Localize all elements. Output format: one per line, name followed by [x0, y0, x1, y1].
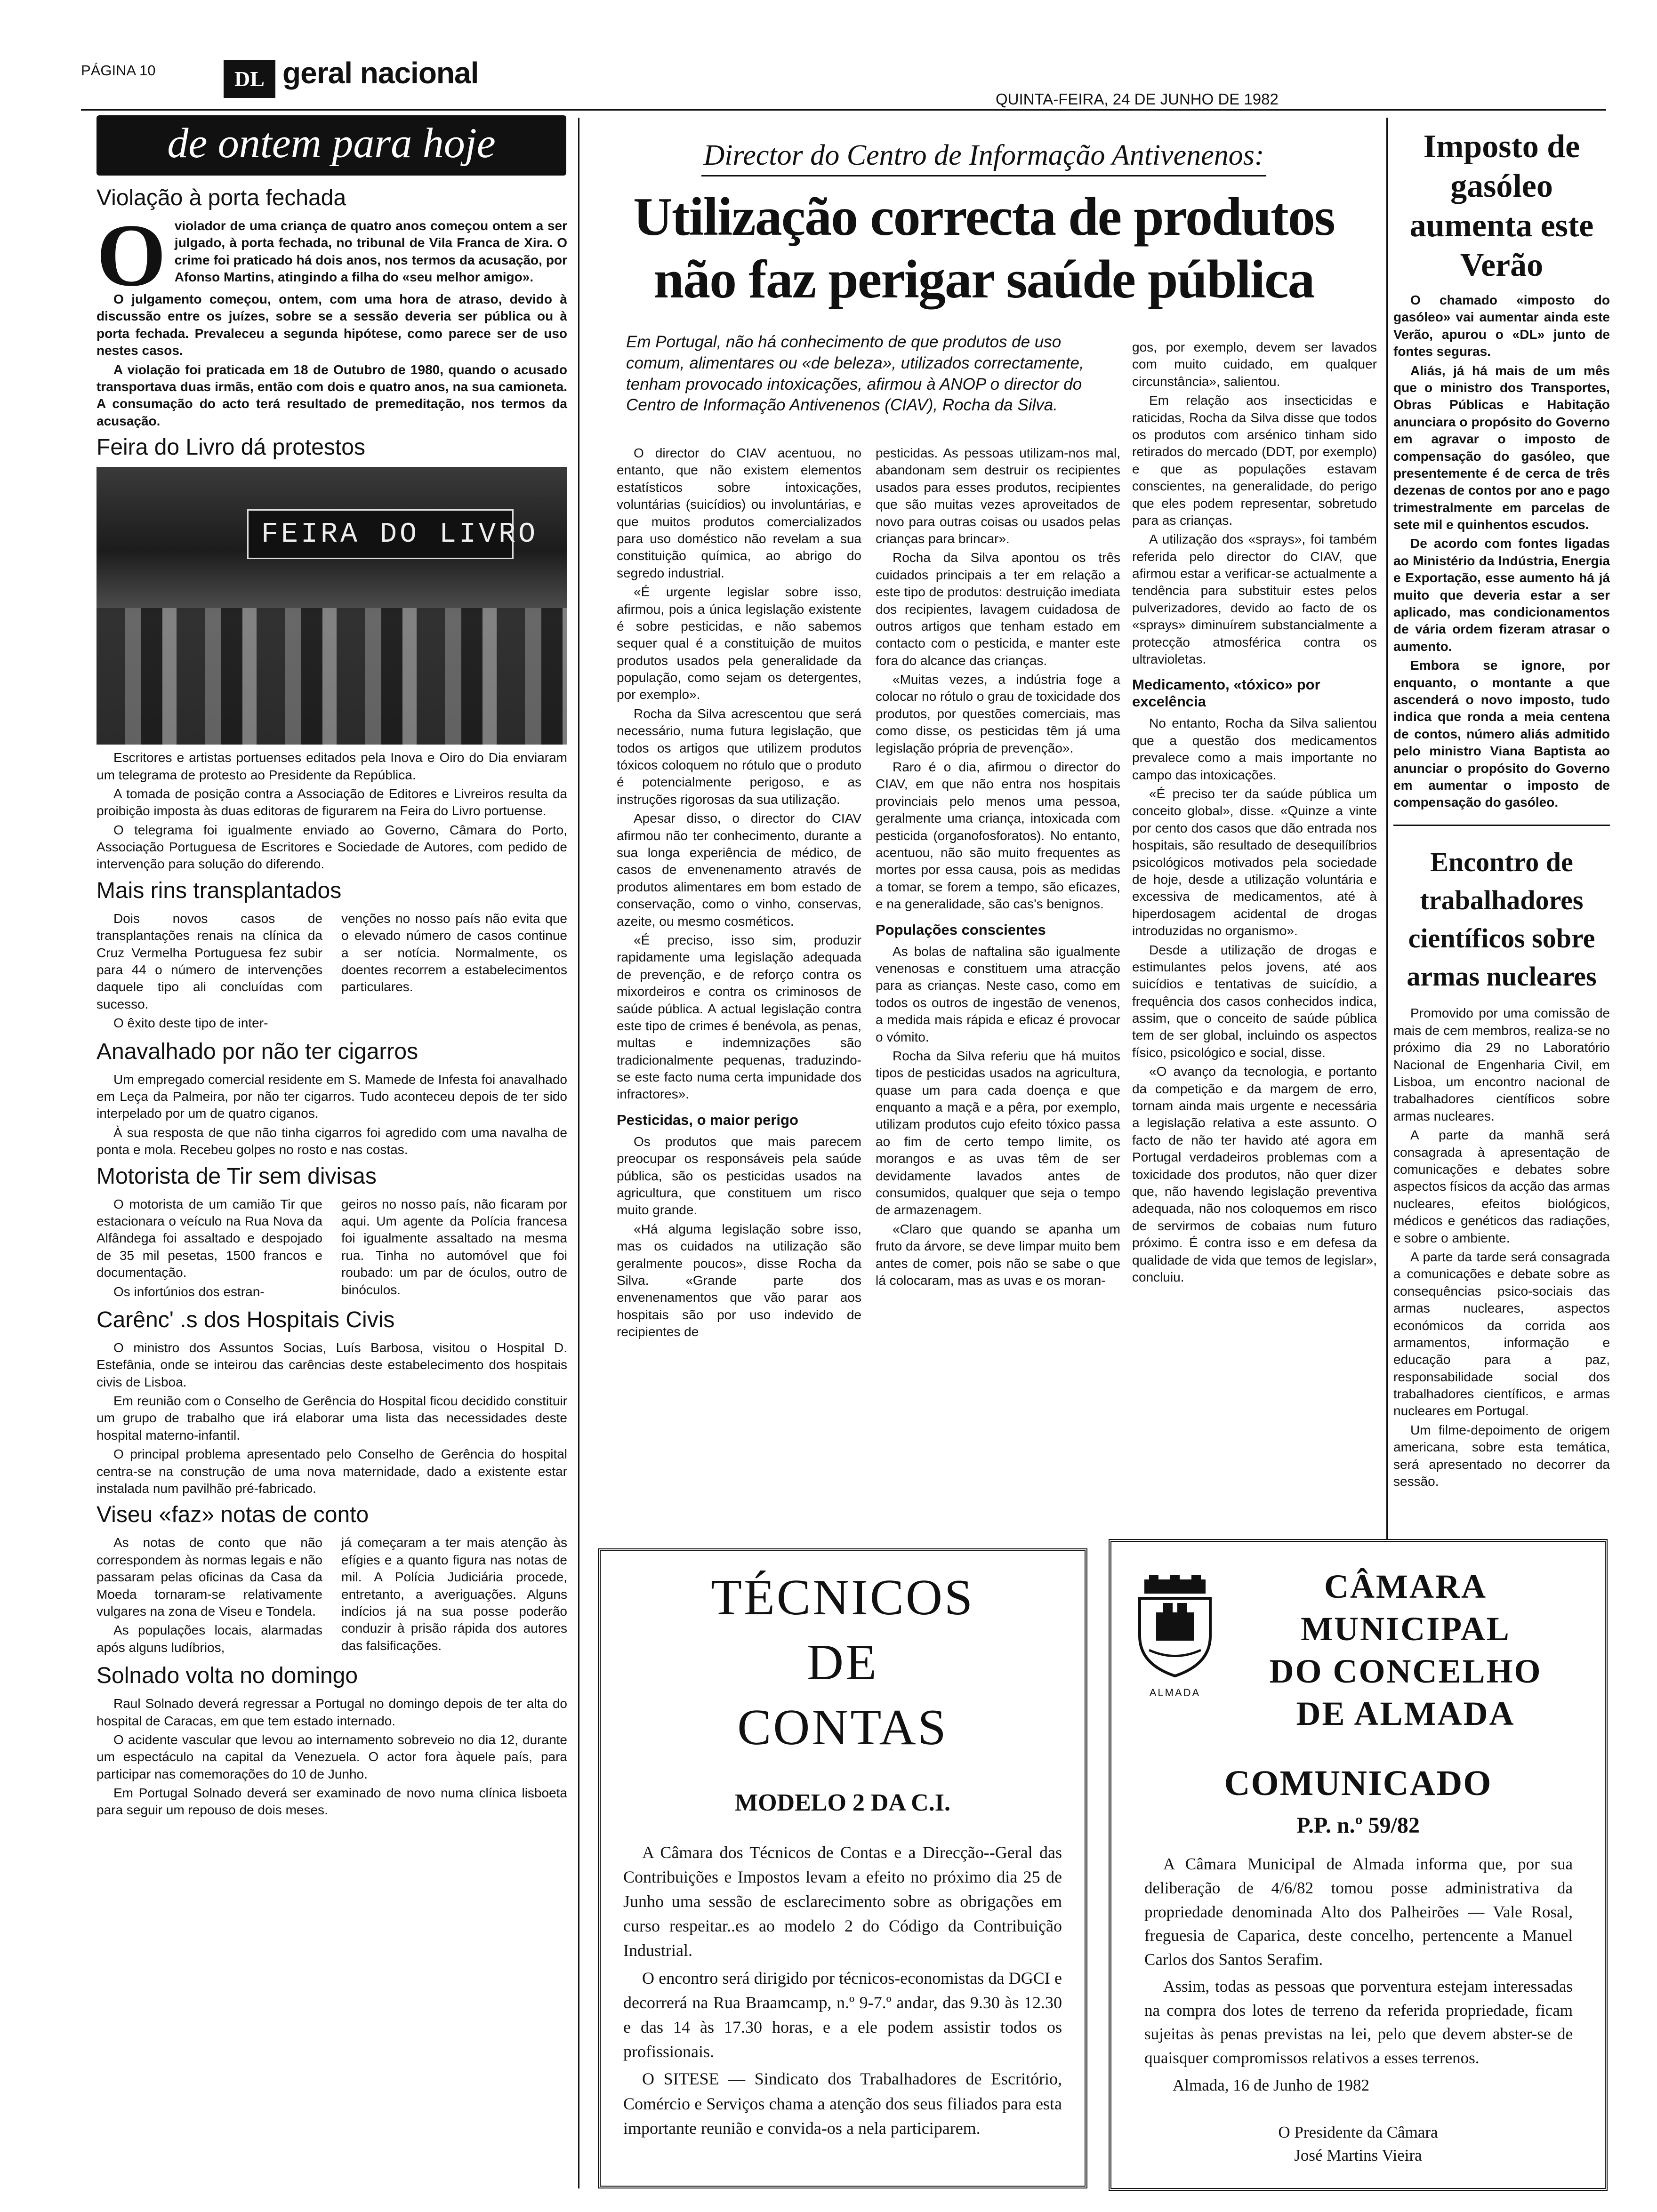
- paragraph: Raro é o dia, afirmou o director do CIAV, em que não entra nos hospitais provinciais pelo menos uma pessoa, geralmente uma criança, intoxicada com pesticida (organofosforatos). No entanto, acentuou, não são muito frequentes as mortes por essa causa, pois as medidas a tomar, se forem a tempo, são eficazes, e na generalidade, são cas's benignos.: [876, 760, 1120, 912]
- article-body: [97, 1339, 567, 1498]
- article-body: [97, 910, 567, 1034]
- municipal-crest: [1130, 1575, 1220, 1683]
- paragraph: «É preciso ter da saúde pública um conceito global», disse. «Quinze a vinte por cento dos casos que dão entrada nos hospitais, são resultado de desequilíbrios psicológicos motivados pela sociedade de hoje, desde a utilização voluntária e excessiva de medicamentos, até à hiperdosagem acidental de drogas introduzidas no organismo».: [1132, 786, 1377, 938]
- paragraph: De acordo com fontes ligadas ao Ministério da Indústria, Energia e Exportação, esse aumento há já muito que deveria estar a ser aplicado, mas condicionamentos de vária ordem fizeram atrasar o aumento.: [1393, 536, 1610, 654]
- paragraph: A parte da manhã será consagrada à apresentação de comunicações e debates sobre aspectos físicos da acção das armas nucleares, efeitos biológicos, médicos e genéticos das radiações, e sobre o ambiente.: [1393, 1128, 1610, 1245]
- article-title: Violação à porta fechada: [97, 185, 346, 210]
- paragraph: «Claro que quando se apanha um fruto da árvore, se deve limpar muito bem antes de comer, pois não se sabe o que lá colocaram, mas as uvas e os moran-: [876, 1221, 1120, 1288]
- paragraph: A utilização dos «sprays», foi também referida pelo director do CIAV, que afirmou estar a verificar-se actualmente a tendência para substituir estes pelos pulverizadores, devido ao facto de os «sprays» diminuírem substancialmente a protecção atmosférica contra os ultravioletas.: [1132, 532, 1377, 667]
- paragraph: Embora se ignore, por enquanto, o montante a que ascenderá o novo imposto, tudo indica que ronda a meia centena de contos, número aliás admitido pelo ministro Viana Baptista ao anunciar o propósito do Governo em aumentar o imposto de compensação do gasóleo.: [1393, 658, 1610, 810]
- paragraph: Um empregado comercial residente em S. Mamede de Infesta foi anavalhado em Leça da Palmeira, por não ter cigarros. Tudo aconteceu depois de ter sido interpelado por um de quatro ciganos.: [97, 1072, 567, 1121]
- article-column-3: [1132, 339, 1377, 1288]
- drop-cap: O: [97, 217, 166, 291]
- paragraph: À sua resposta de que não tinha cigarros foi agredido com uma navalha de ponta e mola. Recebeu golpes no rosto e nas costas.: [97, 1125, 567, 1157]
- ad-tecnicos-de-contas: [598, 1548, 1087, 2188]
- paragraph: O SITESE — Sindicato dos Trabalhadores de Escritório, Comércio e Serviços chama a atenção dos seus filiados para esta importante reunião e convida-os a nela participarem.: [623, 2069, 1062, 2138]
- paragraph: «É urgente legislar sobre isso, afirmou, pois a única legislação existente é sobre pesticidas, e não sabemos sequer qual é a constituição de muitos produtos usados pela generalidade da população, como sejam os detergentes, por exemplo».: [617, 585, 861, 702]
- news-photo: [97, 467, 567, 745]
- paragraph: Aliás, já há mais de um mês que o ministro dos Transportes, Obras Públicas e Habitação anunciara o propósito do Governo em agravar o imposto de compensação do gasóleo, que presentemente é de cerca de três dezenas de contos por ano e pago trimestralmente em parcelas de sete mil e quinhentos escudos.: [1393, 363, 1610, 532]
- paragraph: «O avanço da tecnologia, e portanto da competição e da margem de erro, tornam ainda mais urgente e necessária a legislação relativa a este assunto. O facto de não ter havido até agora em Portugal verdadeiros problemas com a toxicidade dos produtos, não quer dizer que, não havendo legislação preventiva adequada, não nos coloquemos em risco de servirmos de cobaias num futuro próximo. É contra isso e em defesa da qualidade de vida que temos de legislar», concluiu.: [1132, 1064, 1377, 1284]
- paragraph: violador de uma criança de quatro anos começou ontem a ser julgado, à porta fechada, no tribunal de Vila Franca de Xira. O crime foi praticado há dois anos, nos termos da acusação, por Afonso Martins, atingindo a filha do «seu melhor amigo».: [174, 218, 567, 285]
- paragraph: Promovido por uma comissão de mais de cem membros, realiza-se no próximo dia 29 no Laboratório Nacional de Engenharia Civil, em Lisboa, um encontro nacional de trabalhadores científicos sobre armas nucleares.: [1393, 1006, 1610, 1123]
- paragraph: «Muitas vezes, a indústria foge a colocar no rótulo o grau de toxicidade dos produtos, por questões comerciais, mas como disse, os pesticidas têm já uma legislação própria de prevenção».: [876, 672, 1120, 755]
- ad-subtitle: COMUNICADO: [1224, 1763, 1492, 1803]
- paragraph: Apesar disso, o director do CIAV afirmou não ter conhecimento, durante a sua longa experiência de médico, de casos de envenenamento através de produtos alimentares em bom estado de conservação, como o vinho, conservas, azeite, ou mesmo cosméticos.: [617, 811, 861, 929]
- paragraph: O telegrama foi igualmente enviado ao Governo, Câmara do Porto, Associação Portuguesa de Escritores e Sociedade de Autores, com pedido de intervenção para solução do diferendo.: [97, 822, 567, 872]
- paragraph: A Câmara dos Técnicos de Contas e a Direcção--Geral das Contribuições e Impostos levam a efeito no próximo dia 25 de Junho uma sessão de esclarecimento sobre as obrigações em curso respeitar..es ao modelo 2 do Código da Contribuição Industrial.: [623, 1843, 1062, 1960]
- article-title: Imposto de gasóleo aumenta este Verão: [1409, 128, 1594, 283]
- main-article: [595, 115, 1372, 312]
- article-lede: Em Portugal, não há conhecimento de que produtos de uso comum, alimentares ou «de beleza», utilizados correctamente, tenham provocado intoxicações, afirmou à ANOP o director do Centro de Informação Antivenenos (CIAV), Rocha da Silva.: [626, 333, 1084, 415]
- article-subhead: Medicamento, «tóxico» por excelência: [1132, 676, 1320, 710]
- ad-camara-almada: [1109, 1539, 1608, 2191]
- paragraph: «Há alguma legislação sobre isso, mas os cuidados na utilização são geralmente poucos», disse Rocha da Silva. «Grande parte dos envenenamentos que vão parar aos hospitais são por uso indevido de recipientes de: [617, 1221, 861, 1339]
- paragraph: Dois novos casos de transplantações renais na clínica da Cruz Vermelha Portuguesa fez subir para 44 o número de intervenções daquele tipo ali concluídas com sucesso.: [97, 911, 322, 1011]
- paragraph: Os infortúnios dos estran-: [113, 1284, 265, 1299]
- page-header: [0, 0, 1657, 108]
- article-subhead: Pesticidas, o maior perigo: [617, 1111, 798, 1128]
- article-title: Carênc' .s dos Hospitais Civis: [97, 1307, 395, 1332]
- ad-subtitle: MODELO 2 DA C.I.: [735, 1789, 950, 1816]
- paragraph: O acidente vascular que levou ao internamento sobreveio no dia 12, durante um espectáculo na capital da Venezuela. O actor fora àquele país, para participar nas comemorações do 10 de Junho.: [97, 1732, 567, 1781]
- paragraph: Raul Solnado deverá regressar a Portugal no domingo depois de ter alta do hospital de Caracas, em que tem estado internado.: [97, 1696, 567, 1728]
- article-headline: [595, 186, 1372, 312]
- headline-line: Utilização correcta de produtos: [633, 187, 1335, 247]
- ad-title-line: DO CONCELHO: [1269, 1652, 1542, 1690]
- paragraph: O ministro dos Assuntos Socias, Luís Barbosa, visitou o Hospital D. Estefânia, onde se inteirou das carências deste estabelecimento dos hospitais civis de Lisboa.: [97, 1340, 567, 1389]
- paragraph: A violação foi praticada em 18 de Outubro de 1980, quando o acusado transportava duas irmãs, então com dois e quatro anos, na sua camioneta. A consumação do acto terá resultado de premeditação, nos termos da acusação.: [97, 362, 567, 428]
- paragraph: Os produtos que mais parecem preocupar os responsáveis pela saúde pública, são os pesticidas usados na agricultura, que constituem um risco muito grande.: [617, 1134, 861, 1218]
- signature-title: O Presidente da Câmara: [1278, 2123, 1438, 2141]
- article-body: [97, 1071, 567, 1159]
- column-rule: [1386, 118, 1388, 1539]
- article-title: Motorista de Tir sem divisas: [97, 1163, 377, 1189]
- divider: [1393, 825, 1610, 826]
- paragraph: Um filme-depoimento de origem americana, sobre esta temática, será apresentado no decorrer da sessão.: [1393, 1422, 1610, 1489]
- paragraph: As bolas de naftalina são igualmente venenosas e constituem uma atracção para as crianças. Neste caso, como em todos os outros de ingestão de venenos, a medida mais rápida e eficaz é provocar o vómito.: [876, 944, 1120, 1044]
- paragraph: Em Portugal Solnado deverá ser examinado de novo numa clínica lisboeta para seguir um repouso de dois meses.: [97, 1786, 567, 1818]
- signature-name: José Martins Vieira: [1294, 2146, 1422, 2164]
- article-title: Viseu «faz» notas de conto: [97, 1502, 369, 1528]
- paragraph: geiros no nosso país, não ficaram por aqui. Um agente da Polícia francesa foi igualmente assaltado na mesma rua. Tinha no automóvel que foi roubado: um par de óculos, outro de binóculos.: [341, 1196, 567, 1297]
- paragraph: «É preciso, isso sim, produzir rapidamente uma legislação adequada de prevenção, e de reforço contra os mixordeiros e contra os criminosos de saúde pública. A actual legislação contra este tipo de crimes é benévola, as penas, multas e indemnizações são tradicionalmente pequenas, traduzindo-se este facto numa certa impunidade dos infractores».: [617, 932, 861, 1102]
- paragraph: venções no nosso país não evita que o elevado número de casos continue a ser notícia. Normalmente, os doentes recorrem a estabelecimentos particulares.: [341, 911, 567, 994]
- paragraph: Em relação aos insecticidas e raticidas, Rocha da Silva disse que todos os produtos com arsénico tinham sido retirados do mercado (DDT, por exemplo) e que as populações estavam conscientes, na generalidade, do perigo que eles podem representar, sobretudo para as crianças.: [1132, 393, 1377, 528]
- article-kicker: Director do Centro de Informação Antivenenos:: [701, 139, 1266, 176]
- page-date: QUINTA-FEIRA, 24 DE JUNHO DE 1982: [996, 90, 1279, 108]
- paragraph: No entanto, Rocha da Silva salientou que a questão dos medicamentos prevalece como a mais importante no campo das intoxicações.: [1132, 716, 1377, 782]
- crest-label: ALMADA: [1149, 1687, 1201, 1699]
- paragraph: As notas de conto que não correspondem às normas legais e não passaram pelas oficinas da Casa da Moeda tornaram-se relativamente vulgares na zona de Viseu e Tondela.: [97, 1535, 322, 1619]
- article-body: [97, 749, 567, 873]
- ad-title-line: DE ALMADA: [1296, 1695, 1515, 1732]
- article-body: [97, 217, 567, 430]
- ad-title: [1220, 1565, 1592, 1735]
- article-title: Solnado volta no domingo: [97, 1663, 358, 1689]
- header-rule: [81, 109, 1606, 111]
- paragraph: O director do CIAV acentuou, no entanto, que não existem elementos estatísticos sobre intoxicações, voluntárias (suicídios) ou involuntárias, e que muitos produtos comercializados para uso doméstico não revelam a sua constituição química, ao abrigo do segredo industrial.: [617, 446, 861, 580]
- paragraph: A parte da tarde será consagrada a comunicações e debate sobre as consequências psico-sociais das armas nucleares, aspectos económicos da corrida aos armamentos, informação e educação para a paz, responsabilidade social dos trabalhadores científicos, e armas nucleares em Portugal.: [1393, 1249, 1610, 1419]
- ad-title-line: CONTAS: [737, 1699, 948, 1756]
- paragraph: O encontro será dirigido por técnicos-economistas da DGCI e decorrerá na Rua Braamcamp, n.º 9-7.º andar, das 9.30 às 12.30 e das 14 às 17.30 horas, e a ele podem assistir todos os profissionais.: [623, 1968, 1062, 2061]
- article-column-2: [876, 445, 1120, 1291]
- article-body: [97, 1695, 567, 1819]
- paragraph: Assim, todas as pessoas que porventura estejam interessadas na compra dos lotes de terreno da referida propriedade, ficam sujeitas às penas previstas na lei, pelo que devem abster-se de quaisquer compromissos relativos a esses terrenos.: [1144, 1977, 1573, 2067]
- ad-title-line: CÂMARA: [1324, 1568, 1487, 1605]
- paragraph: pesticidas. As pessoas utilizam-nos mal, abandonam sem destruir os recipientes usados para esses produtos, recipientes que são muitas vezes aproveitados de novo para outras coisas ou usados pelas crianças para brincar».: [876, 446, 1120, 546]
- paragraph: O julgamento começou, ontem, com uma hora de atraso, devido à discussão entre os juízes, sobre se a sessão deveria ser pública ou à porta fechada. Prevaleceu a segunda hipótese, como parece ser de uso nestes casos.: [97, 292, 567, 358]
- paragraph: Em reunião com o Conselho de Gerência do Hospital ficou decidido constituir um grupo de trabalho que irá elaborar uma lista das necessidades deste hospital materno-infantil.: [97, 1394, 567, 1443]
- photo-sign-text: FEIRA DO LIVRO: [261, 519, 539, 551]
- ad-title-line: MUNICIPAL: [1301, 1610, 1511, 1648]
- paragraph: já começaram a ter mais atenção às efígies e a quanto figura nas notas de mil. A Polícia Judiciária procede, entretanto, a averiguações. Alguns indícios já na sua posse poderão conduzir à prisão rápida dos autores das falsificações.: [341, 1535, 567, 1653]
- paragraph: Rocha da Silva acrescentou que será necessário, numa futura legislação, que todos os artigos que utilizem produtos tóxicos coloquem no rótulo que o produto é potencialmente perigoso, e as instruções rigorosas da sua utilização.: [617, 706, 861, 807]
- headline-line: não faz perigar saúde pública: [653, 249, 1314, 310]
- paragraph: Escritores e artistas portuenses editados pela Inova e Oiro do Dia enviaram um telegrama de protesto ao Presidente da República.: [97, 750, 567, 782]
- photo-crowd: [97, 608, 567, 745]
- article-title: Anavalhado por não ter cigarros: [97, 1039, 418, 1064]
- paragraph: Rocha da Silva apontou os três cuidados principais a ter em relação a este tipo de produtos: destruição imediata dos recipientes, lavagem cuidadosa de outros artigos que tenham estado em contacto com o pesticida, e manter este fora do alcance das crianças.: [876, 550, 1120, 668]
- page-number: PÁGINA 10: [81, 62, 156, 79]
- article-title: Mais rins transplantados: [97, 878, 342, 903]
- paragraph: A Câmara Municipal de Almada informa que, por sua deliberação de 4/6/82 tomou posse administrativa da propriedade denominada Alto dos Palheirões — Vale Rosal, freguesia de Caparica, deste concelho, pertencente a Manuel Carlos dos Santos Serafim.: [1144, 1855, 1573, 1969]
- left-column: [97, 115, 567, 1821]
- ad-title-line: DE: [807, 1635, 878, 1691]
- paragraph: O motorista de um camião Tir que estacionara o veículo na Rua Nova da Alfândega foi assaltado e despojado de 35 mil pesetas, 1500 francos e documentação.: [97, 1196, 322, 1280]
- ad-reference: P.P. n.º 59/82: [1296, 1813, 1420, 1838]
- ad-signature: [1111, 2121, 1605, 2167]
- article-body: [97, 1534, 567, 1658]
- paragraph: O chamado «imposto do gasóleo» vai aumentar ainda este Verão, apurou o «DL» junto de fontes seguras.: [1393, 293, 1610, 359]
- paragraph: Rocha da Silva referiu que há muitos tipos de pesticidas usados na agricultura, quase um para cada doença e que enquanto a maçã e a pêra, por exemplo, utilizam produtos cujo efeito tóxico passa ao fim de certo tempo limite, os morangos e as uvas têm de ser devidamente lavados antes de consumidos, qualquer que seja o tempo de armazenagem.: [876, 1048, 1120, 1218]
- paragraph: O principal problema apresentado pelo Conselho de Gerência do hospital centra-se na construção de uma nova maternidade, dado a existente estar instalada num pavilhão pré-fabricado.: [97, 1447, 567, 1496]
- section-title: geral nacional: [282, 56, 479, 90]
- ad-title-line: TÉCNICOS: [710, 1570, 975, 1626]
- column-rule: [578, 118, 579, 2188]
- article-subhead: Populações conscientes: [876, 921, 1046, 938]
- article-column-1: [617, 445, 861, 1343]
- ad-date: Almada, 16 de Junho de 1982: [1173, 2076, 1369, 2094]
- article-title: Feira do Livro dá protestos: [97, 435, 365, 460]
- ad-title: [601, 1565, 1085, 1761]
- article-title: Encontro de trabalhadores científicos sobre armas nucleares: [1407, 846, 1597, 992]
- right-column: [1393, 127, 1610, 1492]
- article-body: [97, 1196, 567, 1302]
- paragraph: Desde a utilização de drogas e estimulantes pelos jovens, até aos suicídios e tentativas de suicídio, a frequência dos casos conhecidos indica, assim, que o conceito de saúde pública tem de ser global, incluindo os aspectos físico, psicológico e social, disse.: [1132, 942, 1377, 1060]
- paragraph: O êxito deste tipo de inter-: [113, 1016, 268, 1031]
- paragraph: gos, por exemplo, devem ser lavados com muito cuidado, em qualquer circunstância», salientou.: [1132, 340, 1377, 389]
- paragraph: A tomada de posição contra a Associação de Editores e Livreiros resulta da proibição imposta às duas editoras de figurarem na Feira do Livro portuense.: [97, 786, 567, 818]
- column-banner: [97, 115, 566, 176]
- dl-logo: [224, 60, 275, 98]
- banner-title: de ontem para hoje: [167, 120, 496, 167]
- dl-logo-text: DL: [234, 67, 265, 91]
- paragraph: As populações locais, alarmadas após alguns ludíbrios,: [97, 1623, 322, 1655]
